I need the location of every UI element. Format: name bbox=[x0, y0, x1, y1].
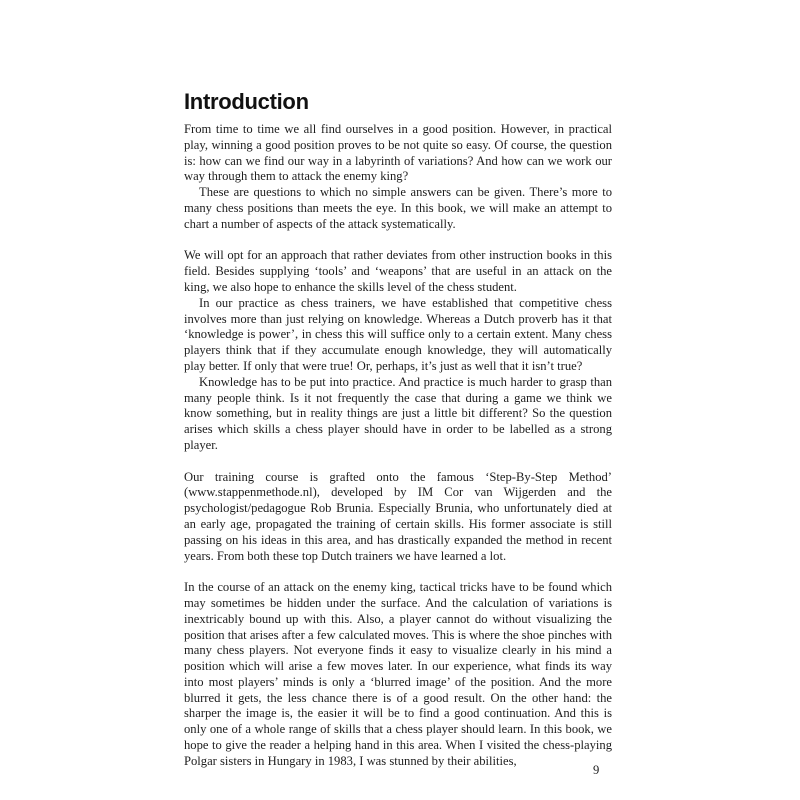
page-body bbox=[184, 88, 612, 770]
paragraph: These are questions to which no simple answers can be given. There’s more to many chess positions than meets the eye. In this book, we will make an attempt to chart a number of aspects of the attack systematically. bbox=[184, 185, 612, 231]
paragraph: We will opt for an approach that rather deviates from other instruction books in this field. Besides supplying ‘tools’ and ‘weapons’ that are useful in an attack on the king, we also hope to enhance the skills level of the chess student. bbox=[184, 248, 612, 294]
paragraph: Our training course is grafted onto the famous ‘Step-By-Step Method’ (www.stappenmethode.nl), developed by IM Cor van Wijgerden and the psychologist/pedagogue Rob Brunia. Especially Brunia, who unfortunately died at an early age, propagated the training of certain skills. His former associate is still passing on his ideas in this area, and has drastically expanded the method in recent years. From both these top Dutch trainers we have learned a lot. bbox=[184, 469, 612, 563]
page-number: 9 bbox=[593, 763, 600, 777]
paragraph: In our practice as chess trainers, we have established that competitive chess involves more than just relying on knowledge. Whereas a Dutch proverb has it that ‘knowledge is power’, in chess this will suffice only to a certain extent. Many chess players think that if they accumulate enough knowledge, they will automatically play better. If only that were true! Or, perhaps, it’s just as well that it isn’t true? bbox=[184, 295, 612, 373]
paragraph: Knowledge has to be put into practice. And practice is much harder to grasp than many people think. Is it not frequently the case that during a game we think we know something, but in reality things are just a little bit different? So the question arises which skills a chess player should have in order to be labelled as a strong player. bbox=[184, 374, 612, 452]
paragraph: In the course of an attack on the enemy king, tactical tricks have to be found which may sometimes be hidden under the surface. And the calculation of variations is inextricably bound up with this. Also, a player cannot do without visualizing the position that arises after a few calculated moves. This is where the shoe pinches with many chess players. Not everyone finds it easy to visualize clearly in his mind a position which will arise a few moves later. In our experience, what finds its way into most players’ minds is only a ‘blurred image’ of the position. And the more blurred it gets, the less chance there is of a good result. On the other hand: the sharper the image is, the easier it will be to find a good continuation. And this is only one of a whole range of skills that a chess player should learn. In this book, we hope to give the reader a helping hand in this area. When I visited the chess-playing Polgar sisters in Hungary in 1983, I was stunned by their abilities, bbox=[184, 580, 612, 768]
page-title: Introduction bbox=[184, 89, 309, 114]
paragraph: From time to time we all find ourselves in a good position. However, in practical play, winning a good position proves to be not quite so easy. Of course, the question is: how can we find our way in a labyrinth of variations? And how can we work our way through them to attack the enemy king? bbox=[184, 122, 612, 184]
